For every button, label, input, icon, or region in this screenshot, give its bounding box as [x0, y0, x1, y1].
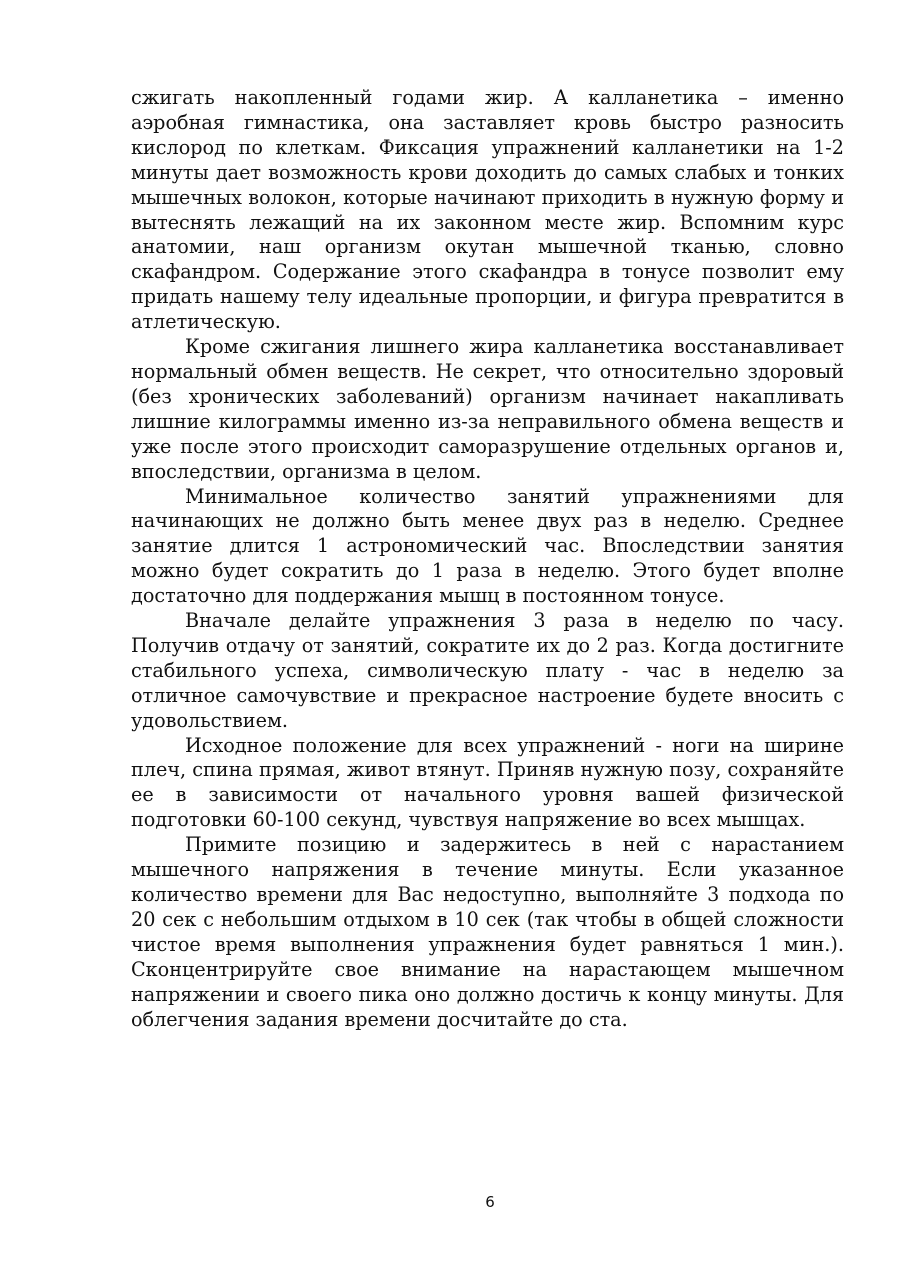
body-text — [131, 86, 844, 1032]
paragraph-5: Исходное положение для всех упражнений - ноги на ширине плеч, спина прямая, живот втянут. Приняв нужную позу, сохраняйте ее в зависимости от начального уровня вашей физической подготовки 60-100 секунд, чувствуя напряжение во всех мышцах. — [131, 733, 844, 832]
paragraph-3: Минимальное количество занятий упражнениями для начинающих не должно быть менее двух раз в неделю. Среднее занятие длится 1 астрономический час. Впоследствии занятия можно будет сократить до 1 раза в неделю. Этого будет вполне достаточно для поддержания мышц в постоянном тонусе. — [131, 484, 844, 608]
paragraph-1: сжигать накопленный годами жир. А калланетика – именно аэробная гимнастика, она заставляет кровь быстро разносить кислород по клеткам. Фиксация упражнений калланетики на 1-2 минуты дает возможность крови доходить до самых слабых и тонких мышечных волокон, которые начинают приходить в нужную форму и вытеснять лежащий на их законном месте жир. Вспомним курс анатомии, наш организм окутан мышечной тканью, словно скафандром. Содержание этого скафандра в тонусе позволит ему придать нашему телу идеальные пропорции, и фигура превратится в атлетическую. — [131, 86, 844, 334]
paragraph-2: Кроме сжигания лишнего жира калланетика восстанавливает нормальный обмен веществ. Не секрет, что относительно здоровый (без хронических заболеваний) организм начинает накапливать лишние килограммы именно из-за неправильного обмена веществ и уже после этого происходит саморазрушение отдельных органов и, впоследствии, организма в целом. — [131, 335, 844, 483]
paragraph-6: Примите позицию и задержитесь в ней с нарастанием мышечного напряжения в течение минуты. Если указанное количество времени для Вас недоступно, выполняйте 3 подхода по 20 сек с небольшим отдыхом в 10 сек (так чтобы в общей сложности чистое время выполнения упражнения будет равняться 1 мин.). Сконцентрируйте свое внимание на нарастающем мышечном напряжении и своего пика оно должно достичь к концу минуты. Для облегчения задания времени досчитайте до ста. — [131, 833, 844, 1031]
page-number: 6 — [485, 1193, 495, 1211]
paragraph-4: Вначале делайте упражнения 3 раза в неделю по часу. Получив отдачу от занятий, сократите их до 2 раз. Когда достигните стабильного успеха, символическую плату - час в неделю за отличное самочувствие и прекрасное настроение будете вносить с удовольствием. — [131, 609, 844, 732]
